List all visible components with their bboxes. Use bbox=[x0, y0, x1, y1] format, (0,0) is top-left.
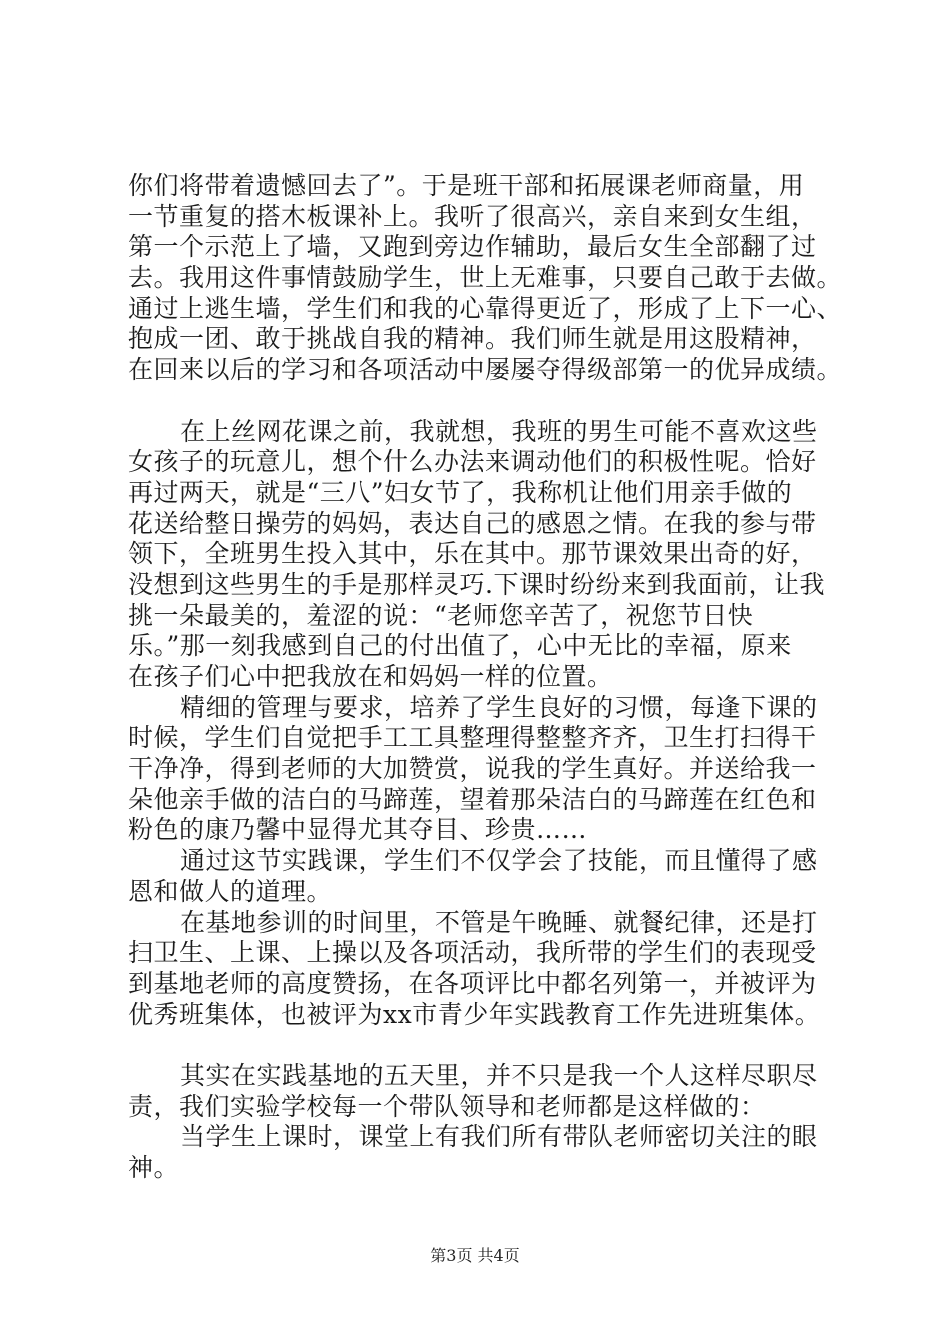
paragraph bbox=[128, 908, 828, 1031]
paragraph-gap bbox=[128, 386, 828, 417]
text-line: 花送给整日操劳的妈妈，表达自己的感恩之情。在我的参与带 bbox=[128, 508, 817, 538]
paragraph bbox=[128, 693, 828, 846]
text-line: 其实在实践基地的五天里，并不只是我一个人这样尽职尽 bbox=[180, 1060, 818, 1090]
text-line: 女孩子的玩意儿，想个什么办法来调动他们的积极性呢。恰好 bbox=[128, 447, 817, 477]
text-line: 恩和做人的道理。 bbox=[128, 876, 333, 906]
text-line: 挑一朵最美的，羞涩的说：“老师您辛苦了，祝您节日快 bbox=[128, 600, 754, 630]
text-line: 当学生上课时，课堂上有我们所有带队老师密切关注的眼 bbox=[180, 1122, 818, 1152]
text-line: 在基地参训的时间里，不管是午晚睡、就餐纪律，还是打 bbox=[180, 907, 818, 937]
text-line: 通过上逃生墙，学生们和我的心靠得更近了，形成了上下一心、 bbox=[128, 293, 843, 323]
paragraph-gap bbox=[128, 1030, 828, 1061]
text-line: 没想到这些男生的手是那样灵巧.下课时纷纷来到我面前，让我 bbox=[128, 569, 825, 599]
text-line: 到基地老师的高度赞扬，在各项评比中都名列第一，并被评为 bbox=[128, 968, 817, 998]
text-line: 在孩子们心中把我放在和妈妈一样的位置。 bbox=[128, 662, 613, 691]
text-line: 在上丝网花课之前，我就想，我班的男生可能不喜欢这些 bbox=[180, 416, 818, 446]
document-body bbox=[128, 171, 843, 1184]
text-line: 通过这节实践课，学生们不仅学会了技能，而且懂得了感 bbox=[180, 846, 818, 876]
paragraph bbox=[128, 417, 828, 693]
text-line: 第一个示范上了墙，又跑到旁边作辅助，最后女生全部翻了过 bbox=[128, 232, 817, 262]
text-line: 干净净，得到老师的大加赞赏，说我的学生真好。并送给我一 bbox=[128, 754, 817, 784]
text-line: 优秀班集体，也被评为xx市青少年实践教育工作先进班集体。 bbox=[128, 999, 821, 1029]
text-line: 神。 bbox=[128, 1153, 180, 1182]
paragraph bbox=[128, 1122, 828, 1183]
text-line: 去。我用这件事情鼓励学生，世上无难事，只要自己敢于去做。 bbox=[128, 263, 843, 293]
text-line: 抱成一团、敢于挑战自我的精神。我们师生就是用这股精神， bbox=[128, 324, 817, 354]
text-line: 领下，全班男生投入其中，乐在其中。那节课效果出奇的好， bbox=[128, 539, 817, 569]
text-line: 你们将带着遗憾回去了”。于是班干部和拓展课老师商量，用 bbox=[128, 171, 805, 200]
text-line: 粉色的康乃馨中显得尤其夺目、珍贵…… bbox=[128, 815, 588, 845]
page-number-footer: 第3页 共4页 bbox=[430, 1246, 520, 1265]
text-line: 再过两天，就是“三八”妇女节了，我称机让他们用亲手做的 bbox=[128, 477, 793, 507]
paragraph bbox=[128, 1061, 828, 1122]
paragraph bbox=[128, 171, 843, 386]
text-line: 朵他亲手做的洁白的马蹄莲，望着那朵洁白的马蹄莲在红色和 bbox=[128, 784, 817, 814]
text-line: 精细的管理与要求，培养了学生良好的习惯，每逢下课的 bbox=[180, 692, 818, 722]
text-line: 乐。”那一刻我感到自己的付出值了，心中无比的幸福，原来 bbox=[128, 631, 792, 661]
text-line: 扫卫生、上课、上操以及各项活动，我所带的学生们的表现受 bbox=[128, 938, 817, 968]
text-line: 责，我们实验学校每一个带队领导和老师都是这样做的： bbox=[128, 1091, 766, 1121]
text-line: 时候，学生们自觉把手工工具整理得整整齐齐，卫生打扫得干 bbox=[128, 723, 817, 753]
text-line: 一节重复的搭木板课补上。我听了很高兴，亲自来到女生组， bbox=[128, 201, 817, 231]
text-line: 在回来以后的学习和各项活动中屡屡夺得级部第一的优异成绩。 bbox=[128, 355, 843, 385]
paragraph bbox=[128, 846, 828, 907]
